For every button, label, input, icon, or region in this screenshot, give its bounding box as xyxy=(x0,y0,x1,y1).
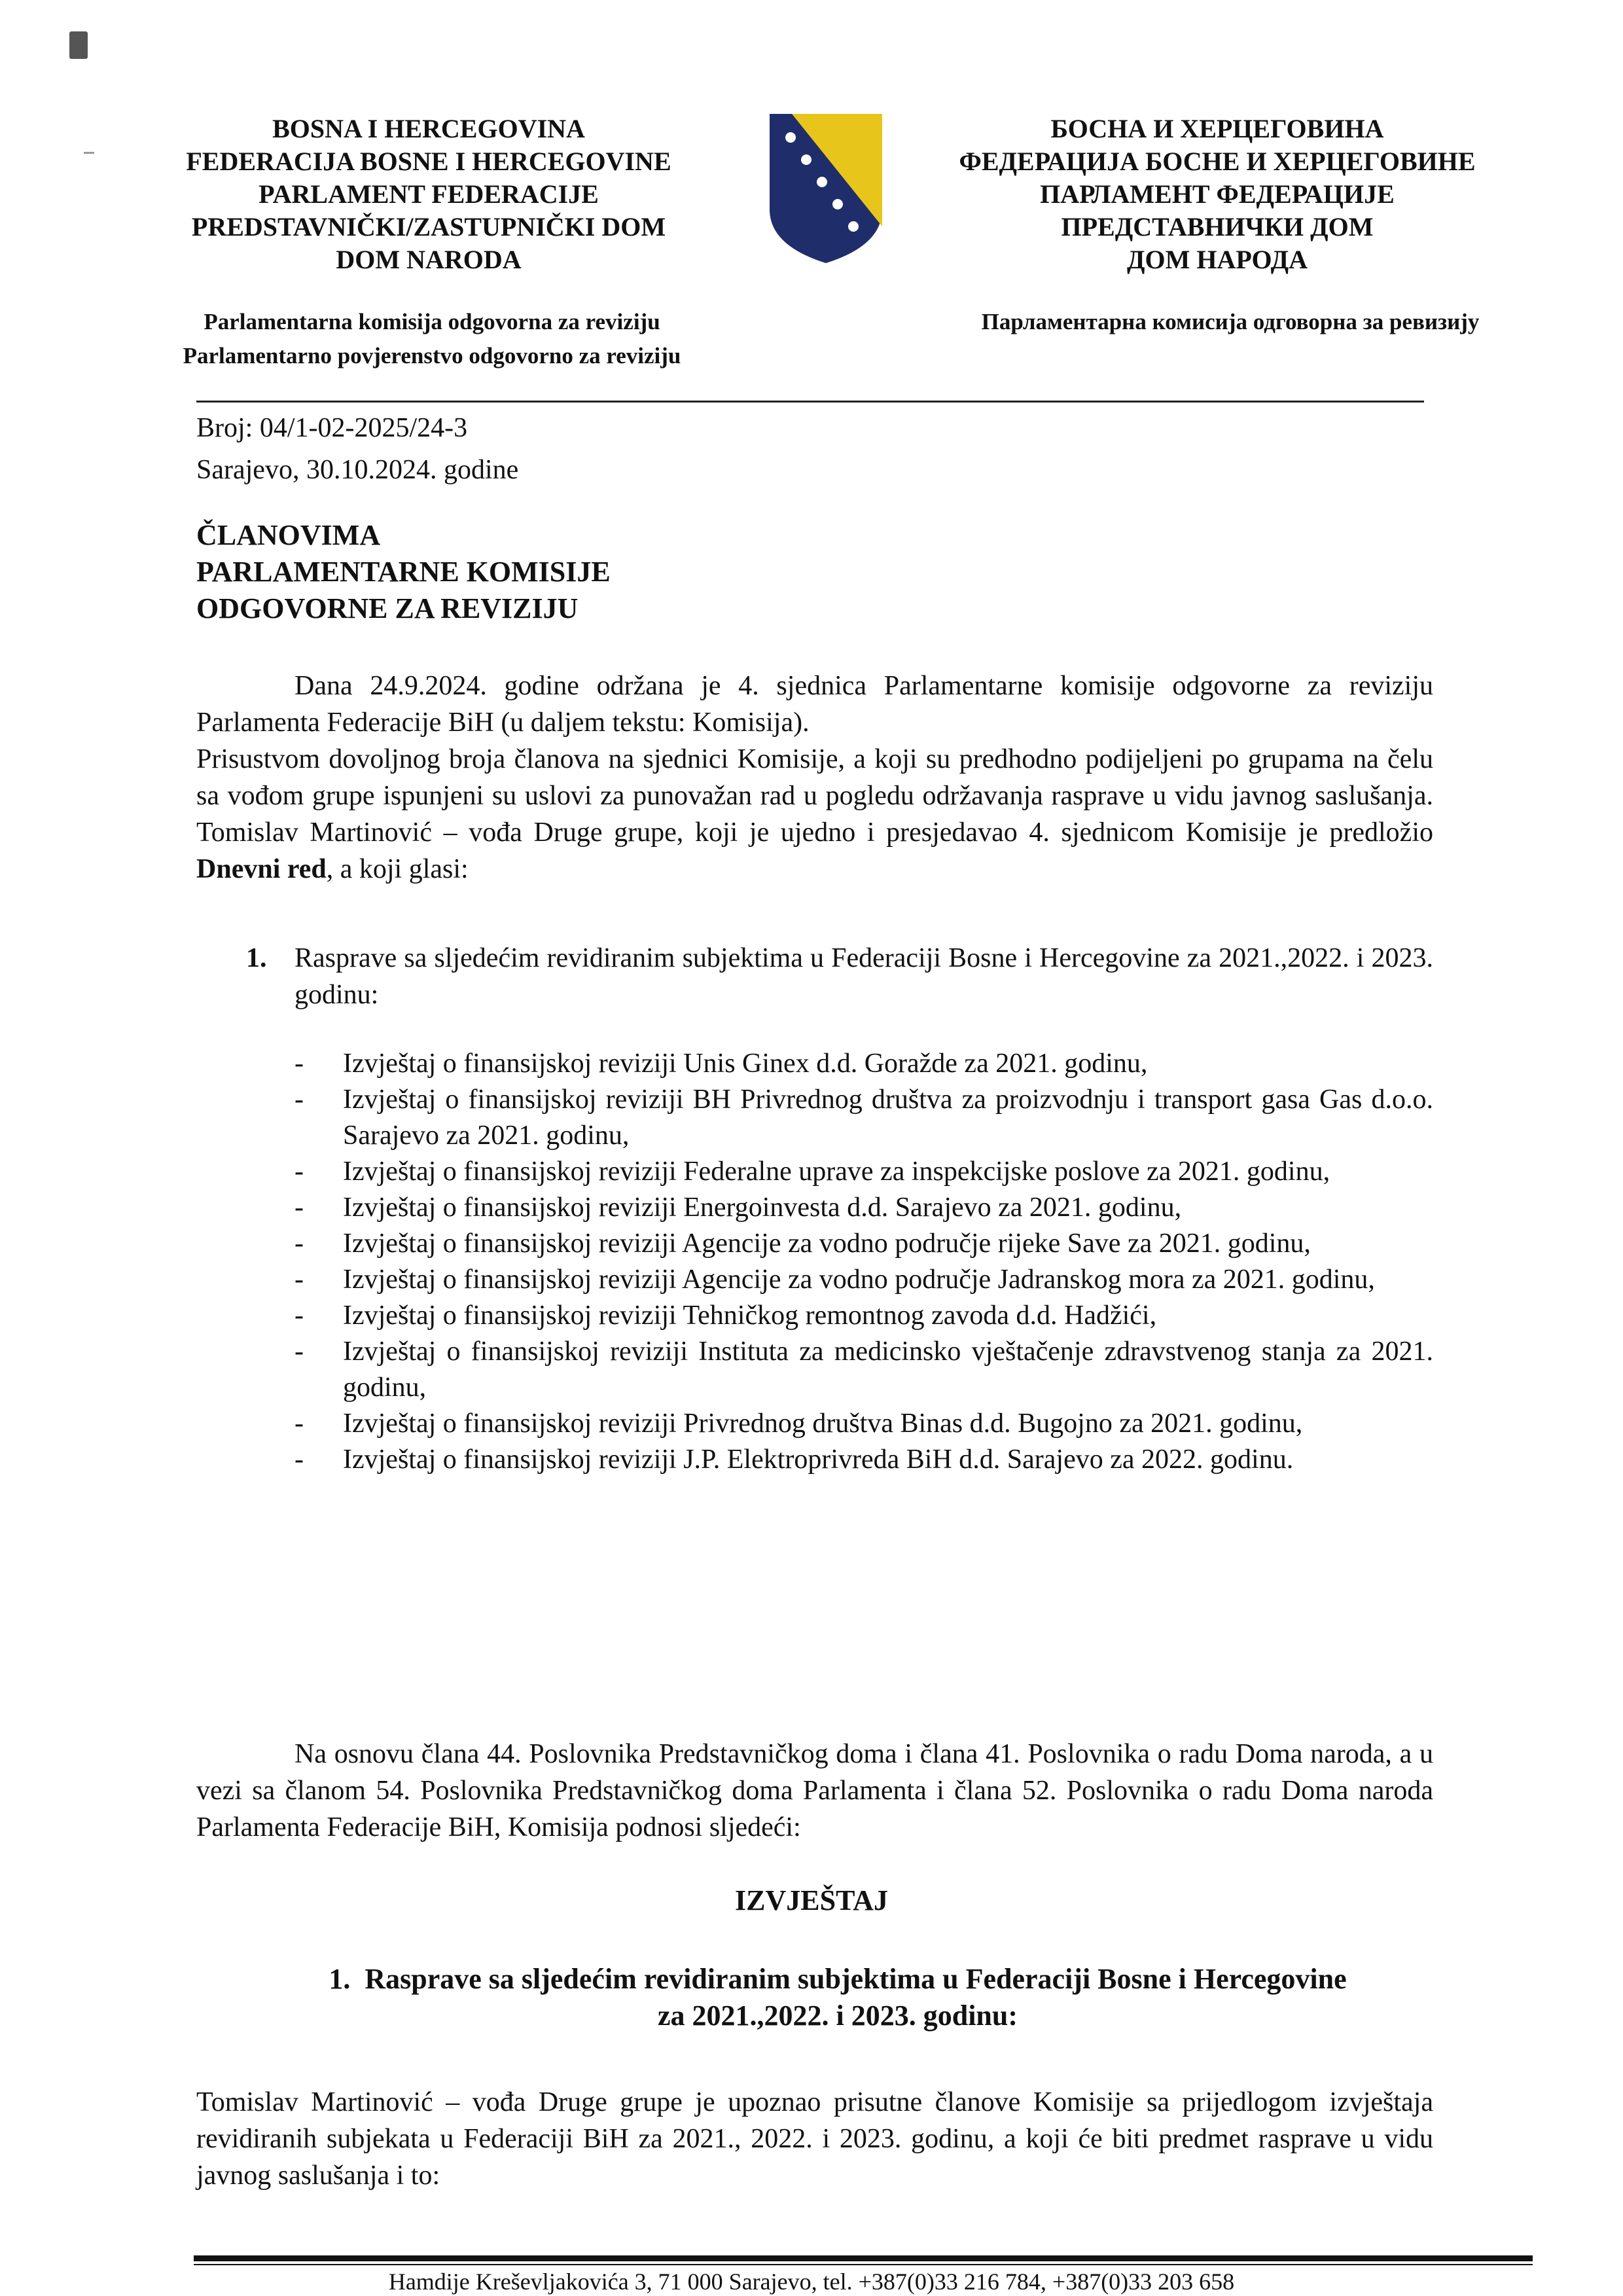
dash-marker: - xyxy=(294,1444,304,1475)
list-item xyxy=(294,1262,1433,1298)
addressee-line: ČLANOVIMA xyxy=(196,519,381,551)
agenda-item xyxy=(246,940,1433,1013)
addressee-line: ODGOVORNE ZA REVIZIJU xyxy=(196,592,579,624)
commission-cyrillic: Парламентарна комисија одговорна за ревизију xyxy=(981,309,1480,334)
header-latin-line: DOM NARODA xyxy=(336,245,522,274)
dash-marker: - xyxy=(294,1049,304,1079)
report-item-line xyxy=(249,1961,1427,1998)
commission-latin xyxy=(124,305,740,373)
dash-marker: - xyxy=(294,1229,304,1259)
dash-marker: - xyxy=(294,1265,304,1295)
list-item xyxy=(294,1082,1433,1154)
commission-latin-line: Parlamentarna komisija odgovorna za reviziju xyxy=(204,309,660,334)
scan-artifact xyxy=(84,152,94,154)
list-item xyxy=(294,1442,1433,1478)
intro-paragraph: Dana 24.9.2024. godine održana je 4. sjednica Parlamentarne komisije odgovorne za reviziju Parlamenta Federacije BiH (u daljem tekstu: Komisija). xyxy=(196,671,1433,738)
coat-of-arms-icon xyxy=(767,111,885,266)
list-item-text: Izvještaj o finansijskoj reviziji J.P. Elektroprivreda BiH d.d. Sarajevo za 2022. godinu. xyxy=(343,1444,1294,1475)
header-latin-line: FEDERACIJA BOSNE I HERCEGOVINE xyxy=(186,147,671,176)
list-item-text: Izvještaj o finansijskoj reviziji Instituta za medicinsko vještačenje zdravstvenog stanja za 2021. godinu, xyxy=(343,1336,1433,1403)
dash-marker: - xyxy=(294,1408,304,1439)
header-cyrillic xyxy=(923,113,1512,276)
document-reference xyxy=(196,407,518,491)
list-item xyxy=(294,1046,1433,1082)
list-item xyxy=(294,1406,1433,1442)
report-title: IZVJEŠTAJ xyxy=(735,1884,888,1916)
scan-artifact xyxy=(69,31,88,59)
report-item-line: za 2021.,2022. i 2023. godinu: xyxy=(657,2000,1018,2032)
reference-place-date: Sarajevo, 30.10.2024. godine xyxy=(196,455,519,485)
list-item-text: Izvještaj o finansijskoj reviziji Tehničkog remontnog zavoda d.d. Hadžići, xyxy=(343,1300,1157,1331)
footer-divider xyxy=(194,2255,1533,2261)
header-latin-line: PARLAMENT FEDERACIJE xyxy=(259,179,599,209)
agenda-item-text: Rasprave sa sljedećim revidiranim subjektima u Federaciji Bosne i Hercegovine za 2021.,2022. i 2023. godinu: xyxy=(294,943,1433,1010)
intro-paragraph xyxy=(196,741,1433,888)
dash-marker: - xyxy=(294,1193,304,1223)
report-list xyxy=(294,1046,1433,1478)
closing-paragraph: Tomislav Martinović – vođa Druge grupe je upoznao prisutne članove Komisije sa prijedlogom izvještaja revidiranih subjekata u Federaciji BiH za 2021., 2022. i 2023. godinu, a koji će biti predmet rasprave u vidu javnog saslušanja i to: xyxy=(196,2087,1433,2191)
intro-section xyxy=(196,668,1433,888)
reference-number: Broj: 04/1-02-2025/24-3 xyxy=(196,413,468,443)
header-divider xyxy=(196,401,1424,403)
dash-marker: - xyxy=(294,1157,304,1187)
header-latin-line: PREDSTAVNIČKI/ZASTUPNIČKI DOM xyxy=(191,212,666,242)
dash-marker: - xyxy=(294,1336,304,1367)
list-item-text: Izvještaj o finansijskoj reviziji BH Privrednog društva za proizvodnju i transport gasa Gas d.o.o. Sarajevo za 2021. godinu, xyxy=(343,1085,1433,1151)
addressee xyxy=(196,517,611,627)
list-item xyxy=(294,1154,1433,1190)
report-item-text: Rasprave sa sljedećim revidiranim subjektima u Federaciji Bosne i Hercegovine xyxy=(365,1963,1347,1995)
list-item-text: Izvještaj o finansijskoj reviziji Unis Ginex d.d. Goražde za 2021. godinu, xyxy=(343,1049,1148,1079)
header-cyrillic-line: БОСНА И ХЕРЦЕГОВИНА xyxy=(1050,114,1384,143)
dash-marker: - xyxy=(294,1085,304,1115)
list-item xyxy=(294,1298,1433,1334)
agenda-term: Dnevni red xyxy=(196,854,327,884)
commission-latin-line: Parlamentarno povjerenstvo odgovorno za reviziju xyxy=(183,343,681,368)
intro-text: Prisustvom dovoljnog broja članova na sjednici Komisije, a koji su predhodno podijeljeni po grupama na čelu sa vođom grupe ispunjeni su uslovi za punovažan rad u pogledu održavanja rasprave u vidu javnog saslušanja. Tomislav Martinović – vođa Druge grupe, koji je ujedno i presjedavao 4. sjednicom Komisije je predložio xyxy=(196,744,1433,848)
list-item-text: Izvještaj o finansijskoj reviziji Agencije za vodno područje Jadranskog mora za 2021. godinu, xyxy=(343,1265,1375,1295)
intro-text: , a koji glasi: xyxy=(326,854,469,884)
list-item xyxy=(294,1190,1433,1226)
list-item-text: Izvještaj o finansijskoj reviziji Privrednog društva Binas d.d. Bugojno za 2021. godinu, xyxy=(343,1408,1303,1439)
dash-marker: - xyxy=(294,1300,304,1331)
list-item-text: Izvještaj o finansijskoj reviziji Agencije za vodno područje rijeke Save za 2021. godinu, xyxy=(343,1229,1311,1259)
header-latin-line: BOSNA I HERCEGOVINA xyxy=(272,114,585,143)
header-latin xyxy=(131,113,726,276)
header-cyrillic-line: ФЕДЕРАЦИЈА БОСНЕ И ХЕРЦЕГОВИНЕ xyxy=(959,147,1476,176)
header-cyrillic-line: ПРЕДСТАВНИЧКИ ДОМ xyxy=(1061,212,1374,242)
list-item-text: Izvještaj o finansijskoj reviziji Federalne uprave za inspekcijske poslove za 2021. godinu, xyxy=(343,1157,1330,1187)
report-item-heading xyxy=(249,1961,1427,2034)
legal-basis-paragraph: Na osnovu člana 44. Poslovnika Predstavničkog doma i člana 41. Poslovnika o radu Doma naroda, a u vezi sa članom 54. Poslovnika Predstavničkog doma Parlamenta i člana 52. Poslovnika o radu Doma naroda Parlamenta Federacije BiH, Komisija podnosi sljedeći: xyxy=(196,1739,1433,1842)
agenda-item-number: 1. xyxy=(246,943,267,973)
list-item xyxy=(294,1334,1433,1406)
addressee-line: PARLAMENTARNE KOMISIJE xyxy=(196,556,611,588)
footer-address: Hamdije Kreševljakovića 3, 71 000 Sarajevo, tel. +387(0)33 216 784, +387(0)33 203 658 xyxy=(388,2269,1235,2295)
list-item-text: Izvještaj o finansijskoj reviziji Energoinvesta d.d. Sarajevo za 2021. godinu, xyxy=(343,1193,1182,1223)
header-cyrillic-line: ДОМ НАРОДА xyxy=(1126,245,1308,274)
report-item-number: 1. xyxy=(329,1963,351,1995)
list-item xyxy=(294,1226,1433,1262)
header-cyrillic-line: ПАРЛАМЕНТ ФЕДЕРАЦИЈЕ xyxy=(1040,179,1395,209)
footer-divider xyxy=(194,2264,1533,2265)
